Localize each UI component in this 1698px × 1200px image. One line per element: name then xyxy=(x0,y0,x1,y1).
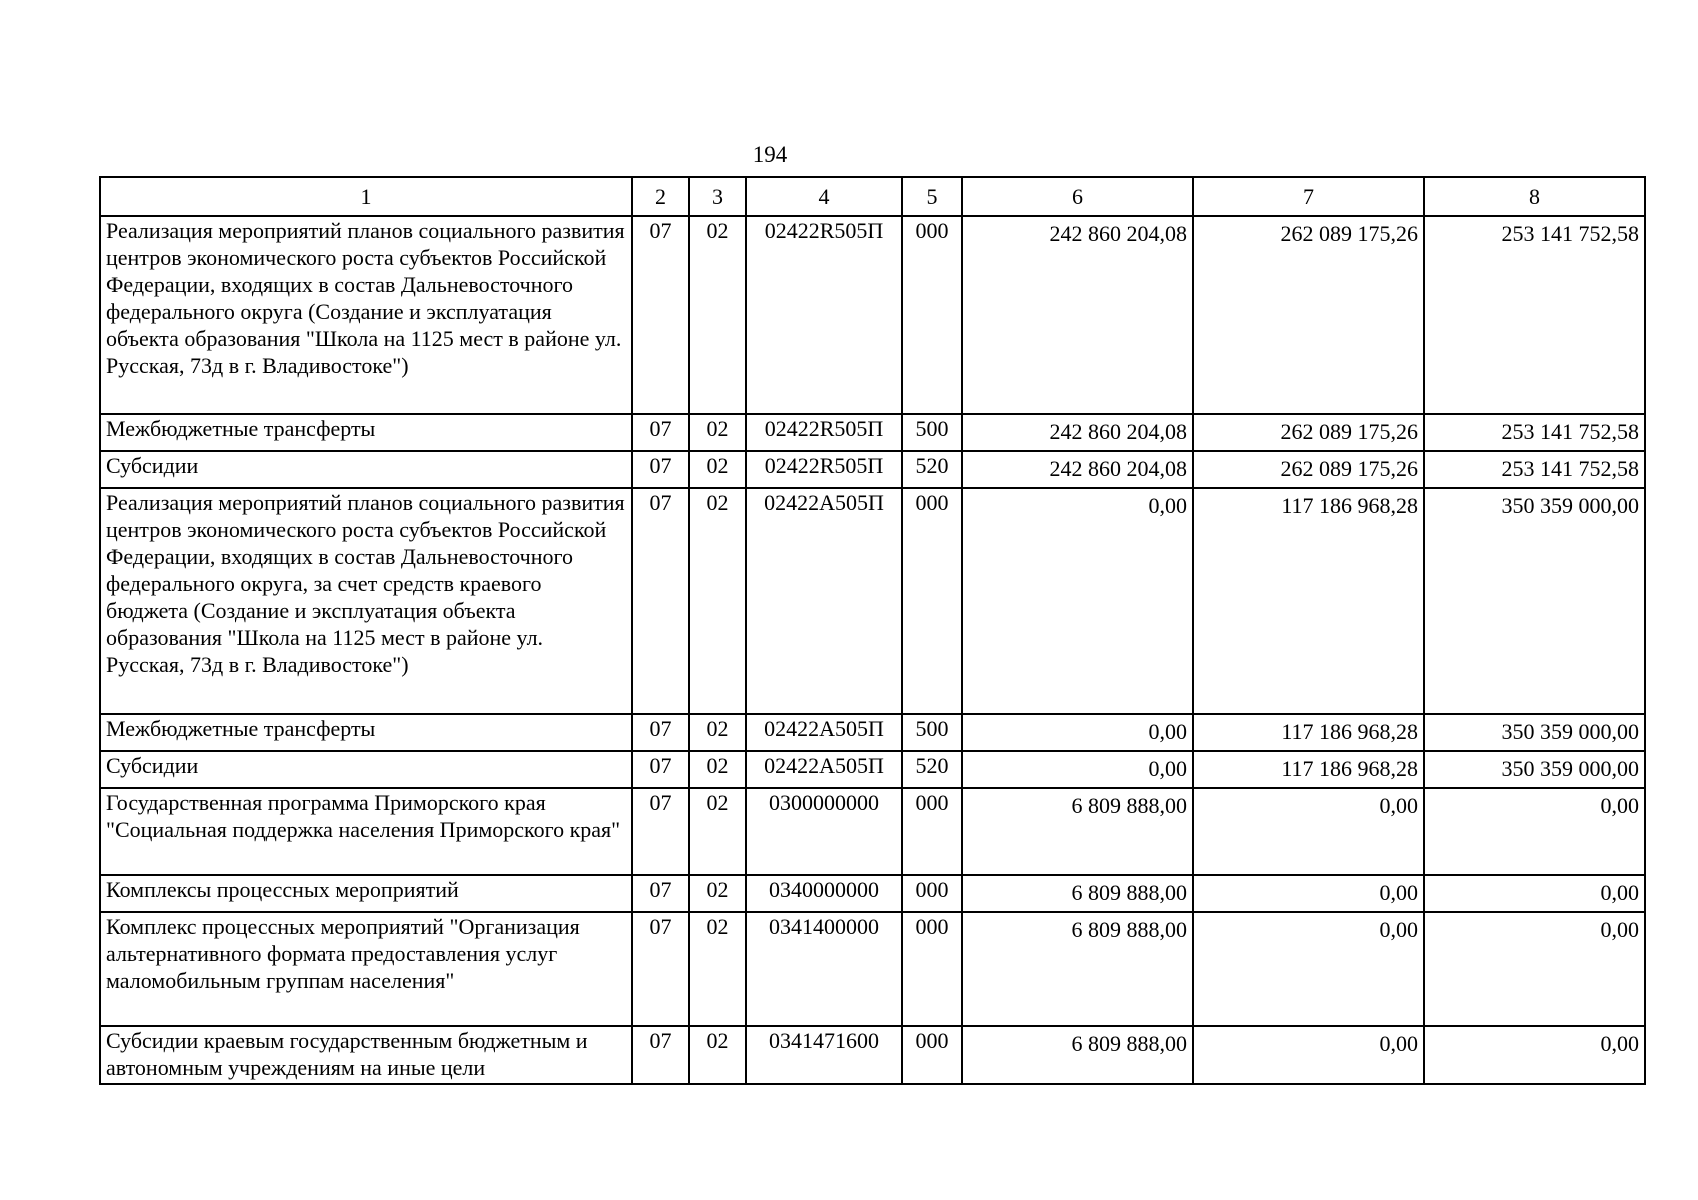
amount-col7: 117 186 968,28 xyxy=(1193,714,1424,751)
target-article-code: 02422A505П xyxy=(746,488,902,714)
amount-col6: 6 809 888,00 xyxy=(962,875,1193,912)
amount-col7: 262 089 175,26 xyxy=(1193,216,1424,414)
subsection-code: 02 xyxy=(689,875,746,912)
target-article-code: 0341400000 xyxy=(746,912,902,1026)
target-article-code: 02422R505П xyxy=(746,216,902,414)
amount-col7: 117 186 968,28 xyxy=(1193,488,1424,714)
target-article-code: 02422R505П xyxy=(746,414,902,451)
page-number: 194 xyxy=(752,142,788,167)
expense-type-code: 000 xyxy=(902,1026,962,1084)
column-header: 2 xyxy=(632,177,689,216)
expense-type-code: 000 xyxy=(902,216,962,414)
budget-table xyxy=(99,176,1646,1085)
subsection-code: 02 xyxy=(689,912,746,1026)
section-code: 07 xyxy=(632,488,689,714)
amount-col7: 0,00 xyxy=(1193,1026,1424,1084)
amount-col6: 6 809 888,00 xyxy=(962,788,1193,875)
amount-col6: 242 860 204,08 xyxy=(962,451,1193,488)
expense-type-code: 000 xyxy=(902,788,962,875)
column-header: 1 xyxy=(100,177,632,216)
subsection-code: 02 xyxy=(689,414,746,451)
table-row xyxy=(100,714,1645,751)
table-row xyxy=(100,875,1645,912)
column-header: 4 xyxy=(746,177,902,216)
column-number-header xyxy=(100,177,1645,216)
amount-col7: 0,00 xyxy=(1193,875,1424,912)
column-header: 8 xyxy=(1424,177,1645,216)
section-code: 07 xyxy=(632,216,689,414)
row-name: Межбюджетные трансферты xyxy=(100,714,632,751)
row-name: Реализация мероприятий планов социального развития центров экономического роста субъектов Российской Федерации, входящих в состав Дальневосточного федерального округа, за счет средств краевого бюджета (Создание и эксплуатация объекта образования "Школа на 1125 мест в районе ул. Русская, 73д в г. Владивостоке") xyxy=(100,488,632,714)
amount-col7: 262 089 175,26 xyxy=(1193,414,1424,451)
section-code: 07 xyxy=(632,788,689,875)
subsection-code: 02 xyxy=(689,451,746,488)
amount-col8: 0,00 xyxy=(1424,875,1645,912)
amount-col6: 0,00 xyxy=(962,714,1193,751)
target-article-code: 0341471600 xyxy=(746,1026,902,1084)
target-article-code: 02422A505П xyxy=(746,714,902,751)
amount-col6: 242 860 204,08 xyxy=(962,414,1193,451)
amount-col6: 6 809 888,00 xyxy=(962,1026,1193,1084)
expense-type-code: 000 xyxy=(902,875,962,912)
amount-col8: 0,00 xyxy=(1424,912,1645,1026)
subsection-code: 02 xyxy=(689,1026,746,1084)
subsection-code: 02 xyxy=(689,751,746,788)
column-header: 5 xyxy=(902,177,962,216)
amount-col8: 253 141 752,58 xyxy=(1424,216,1645,414)
expense-type-code: 500 xyxy=(902,714,962,751)
amount-col7: 0,00 xyxy=(1193,788,1424,875)
table-row xyxy=(100,451,1645,488)
expense-type-code: 000 xyxy=(902,912,962,1026)
amount-col7: 117 186 968,28 xyxy=(1193,751,1424,788)
section-code: 07 xyxy=(632,714,689,751)
table-row xyxy=(100,1026,1645,1084)
section-code: 07 xyxy=(632,414,689,451)
row-name: Реализация мероприятий планов социального развития центров экономического роста субъектов Российской Федерации, входящих в состав Дальневосточного федерального округа (Создание и эксплуатация объекта образования "Школа на 1125 мест в районе ул. Русская, 73д в г. Владивостоке") xyxy=(100,216,632,414)
amount-col8: 253 141 752,58 xyxy=(1424,451,1645,488)
table-row xyxy=(100,216,1645,414)
expense-type-code: 520 xyxy=(902,451,962,488)
section-code: 07 xyxy=(632,451,689,488)
column-header: 6 xyxy=(962,177,1193,216)
subsection-code: 02 xyxy=(689,488,746,714)
amount-col8: 0,00 xyxy=(1424,1026,1645,1084)
amount-col8: 350 359 000,00 xyxy=(1424,751,1645,788)
amount-col8: 253 141 752,58 xyxy=(1424,414,1645,451)
table-row xyxy=(100,414,1645,451)
row-name: Комплекс процессных мероприятий "Организация альтернативного формата предоставления услуг маломобильным группам населения" xyxy=(100,912,632,1026)
row-name: Государственная программа Приморского края "Социальная поддержка населения Приморского края" xyxy=(100,788,632,875)
row-name: Субсидии xyxy=(100,451,632,488)
column-header: 3 xyxy=(689,177,746,216)
table-row xyxy=(100,751,1645,788)
amount-col8: 0,00 xyxy=(1424,788,1645,875)
subsection-code: 02 xyxy=(689,714,746,751)
target-article-code: 02422R505П xyxy=(746,451,902,488)
subsection-code: 02 xyxy=(689,216,746,414)
expense-type-code: 520 xyxy=(902,751,962,788)
row-name: Субсидии краевым государственным бюджетным и автономным учреждениям на иные цели xyxy=(100,1026,632,1084)
amount-col6: 6 809 888,00 xyxy=(962,912,1193,1026)
expense-type-code: 500 xyxy=(902,414,962,451)
row-name: Межбюджетные трансферты xyxy=(100,414,632,451)
target-article-code: 02422A505П xyxy=(746,751,902,788)
section-code: 07 xyxy=(632,875,689,912)
table-row xyxy=(100,788,1645,875)
row-name: Комплексы процессных мероприятий xyxy=(100,875,632,912)
section-code: 07 xyxy=(632,751,689,788)
target-article-code: 0340000000 xyxy=(746,875,902,912)
expense-type-code: 000 xyxy=(902,488,962,714)
amount-col7: 0,00 xyxy=(1193,912,1424,1026)
section-code: 07 xyxy=(632,1026,689,1084)
target-article-code: 0300000000 xyxy=(746,788,902,875)
table-row xyxy=(100,912,1645,1026)
row-name: Субсидии xyxy=(100,751,632,788)
amount-col7: 262 089 175,26 xyxy=(1193,451,1424,488)
amount-col8: 350 359 000,00 xyxy=(1424,488,1645,714)
amount-col6: 0,00 xyxy=(962,751,1193,788)
column-header: 7 xyxy=(1193,177,1424,216)
amount-col6: 242 860 204,08 xyxy=(962,216,1193,414)
table-row xyxy=(100,488,1645,714)
section-code: 07 xyxy=(632,912,689,1026)
subsection-code: 02 xyxy=(689,788,746,875)
amount-col6: 0,00 xyxy=(962,488,1193,714)
amount-col8: 350 359 000,00 xyxy=(1424,714,1645,751)
